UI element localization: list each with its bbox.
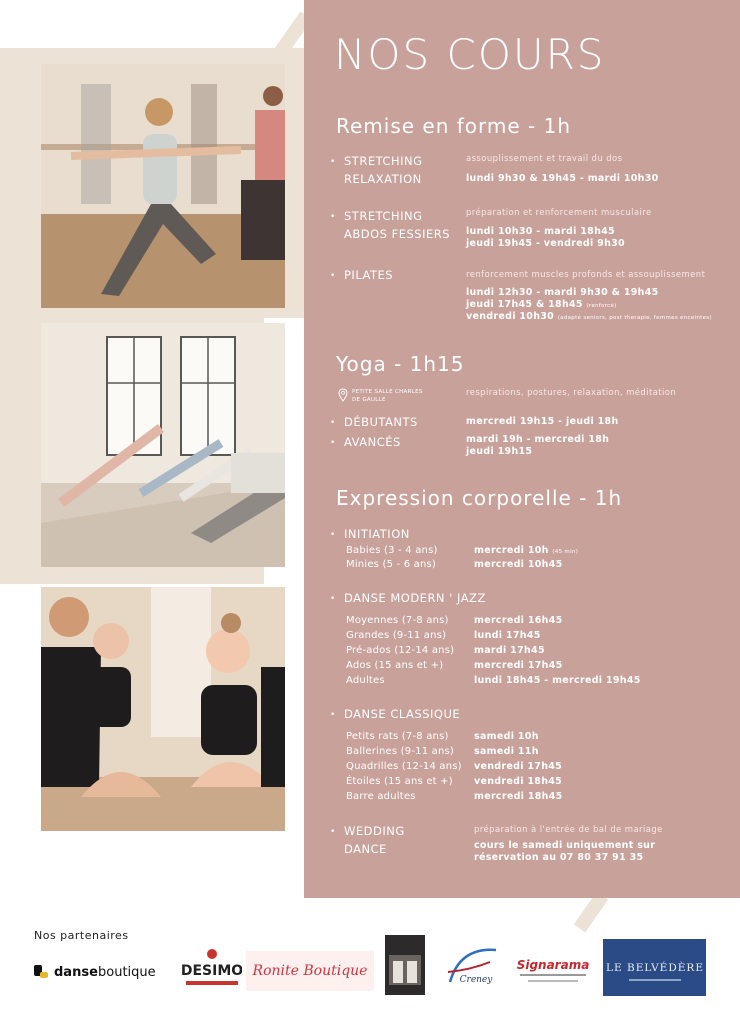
course-name: ABDOS FESSIERS [344,227,451,241]
logo-text: Signarama [516,958,590,972]
logo-ronite-boutique [246,951,374,991]
location-line: PETITE SALLE CHARLES [352,389,423,395]
course-schedule: mardi 17h45 [474,645,545,656]
age-group-label: Moyennes (7-8 ans) [346,615,449,626]
age-group-label: Étoiles (15 ans et +) [346,776,453,787]
bullet: • [330,271,336,281]
location-text [352,388,423,404]
logo-le-belvedere [603,939,706,996]
photo-yoga-class [41,323,285,567]
course-description: préparation à l'entrée de bal de mariage [474,825,663,835]
schedule-note: (renforcé) [586,303,617,309]
course-name: AVANCÉS [344,435,401,449]
section-title-yoga: Yoga - 1h15 [336,352,465,376]
photo-fitness-class [41,64,285,308]
logo-text: Ronite Boutique [252,963,368,979]
course-schedule: jeudi 19h45 - vendredi 9h30 [466,238,625,249]
logo-desimo [182,948,242,990]
course-schedule: mercredi 18h45 [474,791,563,802]
bullet: • [330,212,336,222]
course-schedule: mercredi 17h45 [474,660,563,671]
age-group-label: Pré-ados (12-14 ans) [346,645,455,656]
course-schedule: cours le samedi uniquement sur [474,840,656,851]
age-group-label: Ados (15 ans et +) [346,660,444,671]
logo-text: boutique [98,965,156,980]
course-schedule: vendredi 18h45 [474,776,563,787]
logo-danseboutique [34,961,176,981]
course-description: respirations, postures, relaxation, méditation [466,388,677,398]
schedule-note: (adapté seniors, post therapie, femmes enceintes) [557,315,712,321]
course-schedule: lundi 18h45 - mercredi 19h45 [474,675,641,686]
course-description: assouplissement et travail du dos [466,154,623,164]
course-schedule: lundi 10h30 - mardi 18h45 [466,226,615,237]
logo-text: LE BELVÉDÈRE [606,962,704,974]
course-name: PILATES [344,268,394,282]
page-title: NOS COURS [334,30,606,79]
photo-children-dancers [41,587,285,831]
bullet: • [330,438,336,448]
section-title-expression: Expression corporelle - 1h [336,486,623,510]
course-name: DÉBUTANTS [344,415,418,429]
course-schedule: samedi 11h [474,746,539,757]
partners-label: Nos partenaires [34,929,129,942]
location-pin-icon [338,388,348,402]
course-schedule [466,311,712,324]
course-schedule: réservation au 07 80 37 91 35 [474,852,644,863]
schedule-text: jeudi 17h45 & 18h45 [466,299,583,310]
bullet: • [330,710,336,720]
course-schedule [474,545,578,558]
schedule-text: vendredi 10h30 [466,311,555,322]
course-name: DANSE MODERN ' JAZZ [344,591,486,605]
age-group-label: Babies (3 - 4 ans) [346,545,438,556]
course-schedule: mercredi 19h15 - jeudi 18h [466,416,619,427]
logo-text: DESIMO [182,963,242,979]
logo-text: danse [54,965,98,980]
age-group-label: Grandes (9-11 ans) [346,630,447,641]
logo-signarama [514,955,592,989]
course-schedule: mardi 19h - mercredi 18h [466,434,610,445]
age-group-label: Adultes [346,675,385,686]
course-name: DANSE CLASSIQUE [344,707,461,721]
bullet: • [330,827,336,837]
course-schedule: mercredi 10h45 [474,559,563,570]
course-schedule: jeudi 19h15 [466,446,533,457]
age-group-label: Minies (5 - 6 ans) [346,559,437,570]
course-name: STRETCHING [344,154,423,168]
logo-text: Creney [459,975,493,985]
course-name: STRETCHING [344,209,423,223]
course-schedule: samedi 10h [474,731,539,742]
course-schedule: vendredi 17h45 [474,761,563,772]
bullet: • [330,594,336,604]
bullet: • [330,157,336,167]
schedule-note: (45 min) [552,549,579,555]
course-description: renforcement muscles profonds et assouplissement [466,270,706,280]
bullet: • [330,530,336,540]
course-name: DANCE [344,842,387,856]
course-schedule: lundi 17h45 [474,630,541,641]
age-group-label: Barre adultes [346,791,416,802]
course-name: RELAXATION [344,172,422,186]
section-title-remise: Remise en forme - 1h [336,114,572,138]
course-name: WEDDING [344,824,405,838]
age-group-label: Quadrilles (12-14 ans) [346,761,462,772]
course-schedule: lundi 9h30 & 19h45 - mardi 10h30 [466,173,659,184]
logo-creney [440,942,504,992]
logo-shop-photo [385,935,425,995]
schedule-text: mercredi 10h [474,545,549,556]
course-description: préparation et renforcement musculaire [466,208,652,218]
course-schedule: mercredi 16h45 [474,615,563,626]
age-group-label: Petits rats (7-8 ans) [346,731,449,742]
course-schedule: lundi 12h30 - mardi 9h30 & 19h45 [466,287,659,298]
course-name: INITIATION [344,527,410,541]
location-line: DE GAULLE [352,397,386,403]
age-group-label: Ballerines (9-11 ans) [346,746,455,757]
bullet: • [330,418,336,428]
